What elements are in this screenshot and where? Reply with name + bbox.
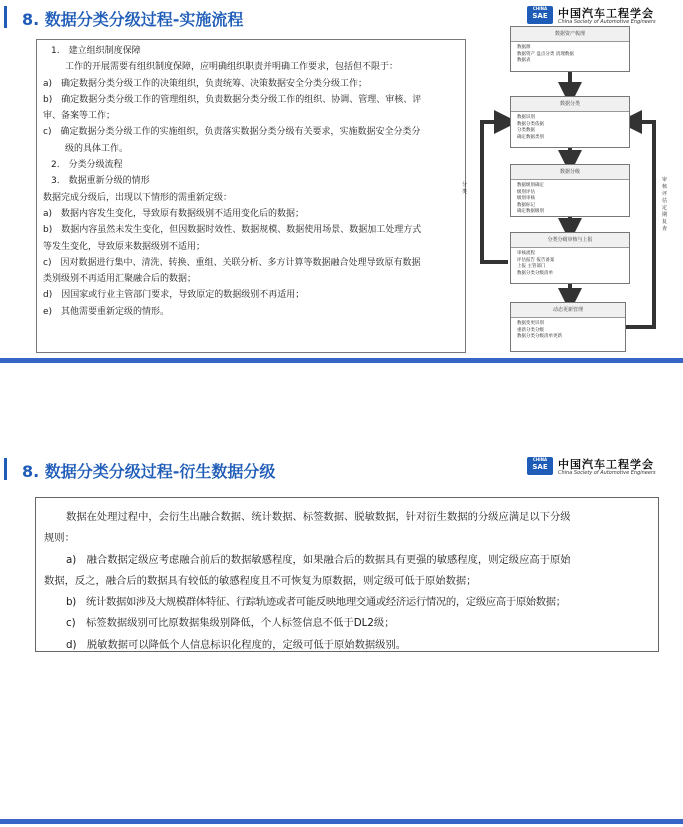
text-line: 工作的开展需要有组织制度保障，应明确组织职责并明确工作要求，包括但不限于： [65, 62, 399, 73]
flow-box-head: 数据分级 [511, 165, 629, 180]
text-line: 数据，反之，融合后的数据具有较低的敏感程度且不可恢复为原数据，则定级可低于原始数据； [44, 574, 477, 587]
org-guarantee-textbox [36, 39, 466, 353]
text-line: 类别级别不再适用汇聚融合后的数据； [43, 274, 197, 285]
flow-box-head: 动态更新管理 [511, 303, 625, 318]
slide-derived-data-grading [0, 446, 683, 827]
classification-flowchart [462, 22, 675, 367]
flow-item: 级别评估 [517, 189, 535, 195]
flow-right-label: 审核评估 定期复查 [662, 177, 673, 232]
text-line: d) 脱敏数据可以降低个人信息标识化程度的，定级可低于原始数据级别。 [66, 638, 407, 651]
right-loop-arrow [626, 122, 654, 327]
flow-item: 数据分类分级清单 [517, 270, 553, 276]
flow-box-dynamic-update [510, 302, 626, 352]
flow-item: 审核流程 [517, 251, 535, 256]
flow-item: 数据源 [517, 45, 531, 50]
text-line: 1. 建立组织制度保障 [51, 46, 141, 56]
flow-left-label: 分类 [462, 182, 468, 195]
slide-implementation-process [0, 0, 683, 368]
slide1-title: 8. 数据分类分级过程-实施流程 [22, 10, 244, 29]
slide2-bottom-bar [0, 819, 683, 824]
sae-badge-icon: CHINA SAE [527, 457, 553, 475]
derived-data-rules-textbox [35, 497, 659, 652]
text-line: b) 统计数据如涉及大规模群体特征、行踪轨迹或者可能反映地理交通或经济运行情况的，定级应高于原始数据； [66, 596, 566, 609]
text-line: c) 标签数据级别可比原数据集级别降低，个人标签信息不低于DL2级； [66, 617, 395, 630]
flow-box-classification [510, 96, 630, 148]
slide1-bottom-bar [0, 358, 683, 363]
flow-box-grading [510, 164, 630, 217]
flow-item: 数据标记 [517, 202, 535, 208]
text-line: c) 确定数据分类分级工作的实施组织，负责落实数据分类分级有关要求，实施数据安全分类分 [43, 127, 421, 138]
flow-item: 重新分类分级 [517, 327, 544, 333]
logo-name-cn: 中国汽车工程学会 [558, 458, 654, 471]
flow-item: 数据表 [517, 58, 531, 63]
flow-item: 确定数据级别 [517, 209, 544, 214]
flow-box-head: 分类分级审核与上报 [511, 233, 629, 248]
text-line: 审、备案等工作； [43, 111, 116, 122]
text-line: 等发生变化，导致原来数据级别不适用； [43, 241, 206, 252]
logo-name-en: China Society of Automotive Engineers [558, 470, 656, 476]
flow-item: 分类数据 [517, 128, 535, 133]
text-line: c) 因对数据进行集中、清洗、转换、重组、关联分析、多方计算等数据融合处理导致原有数据 [43, 257, 421, 268]
text-line: a) 数据内容发生变化，导致原有数据级别不适用变化后的数据； [43, 208, 305, 219]
text-line: d) 因国家或行业主管部门要求，导致原定的数据级别不再适用； [43, 290, 305, 301]
flow-item: 数据分类分级清单更新 [517, 334, 562, 339]
flow-item: 数据变更识别 [517, 321, 544, 326]
flow-item: 级别审核 [517, 196, 535, 201]
text-line: 级的具体工作。 [65, 143, 129, 154]
flow-item: 数据级别确定 [517, 183, 544, 188]
csae-logo [527, 456, 677, 478]
slide2-title: 8. 数据分类分级过程-衍生数据分级 [22, 462, 276, 481]
text-line: a) 融合数据定级应考虑融合前后的数据敏感程度，如果融合后的数据具有更强的敏感程度，则定级应高于原始 [66, 553, 571, 566]
text-line: a) 确定数据分类分级工作的决策组织，负责统筹、决策数据安全分类分级工作； [43, 78, 368, 89]
text-line: 规则： [44, 532, 75, 545]
logo-name-cn: 中国汽车工程学会 [558, 7, 654, 20]
text-line: 3. 数据重新分级的情形 [51, 176, 150, 187]
title-accent-bar [4, 6, 7, 28]
flow-box-asset-inventory [510, 26, 630, 72]
left-loop-arrow [482, 122, 508, 262]
text-line: b) 数据内容虽然未发生变化，但因数据时效性、数据规模、数据使用场景、数据加工处理方式 [43, 225, 422, 236]
text-line: 数据完成分级后，出现以下情形的需重新定级： [43, 192, 233, 203]
title-accent-bar [4, 458, 7, 480]
flow-box-head: 数据分类 [511, 97, 629, 112]
flow-item: 确定数据类别 [517, 134, 544, 140]
logo-name-en: China Society of Automotive Engineers [558, 19, 656, 25]
flow-box-head: 数据资产梳理 [511, 27, 629, 42]
flow-item: 数据资产 盘点分类 清理数据 [517, 51, 574, 57]
flow-item: 上报 主管部门 [517, 264, 546, 269]
flow-box-review-report [510, 232, 630, 284]
text-line: e) 其他需要重新定级的情形。 [43, 306, 170, 317]
flow-item: 数据分类依据 [517, 121, 544, 127]
flow-item: 评估报告 报告备案 [517, 257, 555, 263]
text-line: b) 确定数据分类分级工作的管理组织，负责数据分类分级工作的组织、协调、管理、审核、评 [43, 94, 422, 105]
text-line: 数据在处理过程中，会衍生出融合数据、统计数据、标签数据、脱敏数据，针对衍生数据的分级应满足以下分级 [66, 511, 571, 523]
sae-badge-icon: CHINA SAE [527, 6, 553, 24]
flow-item: 数据识别 [517, 115, 535, 120]
text-line: 2. 分类分级流程 [51, 160, 123, 171]
